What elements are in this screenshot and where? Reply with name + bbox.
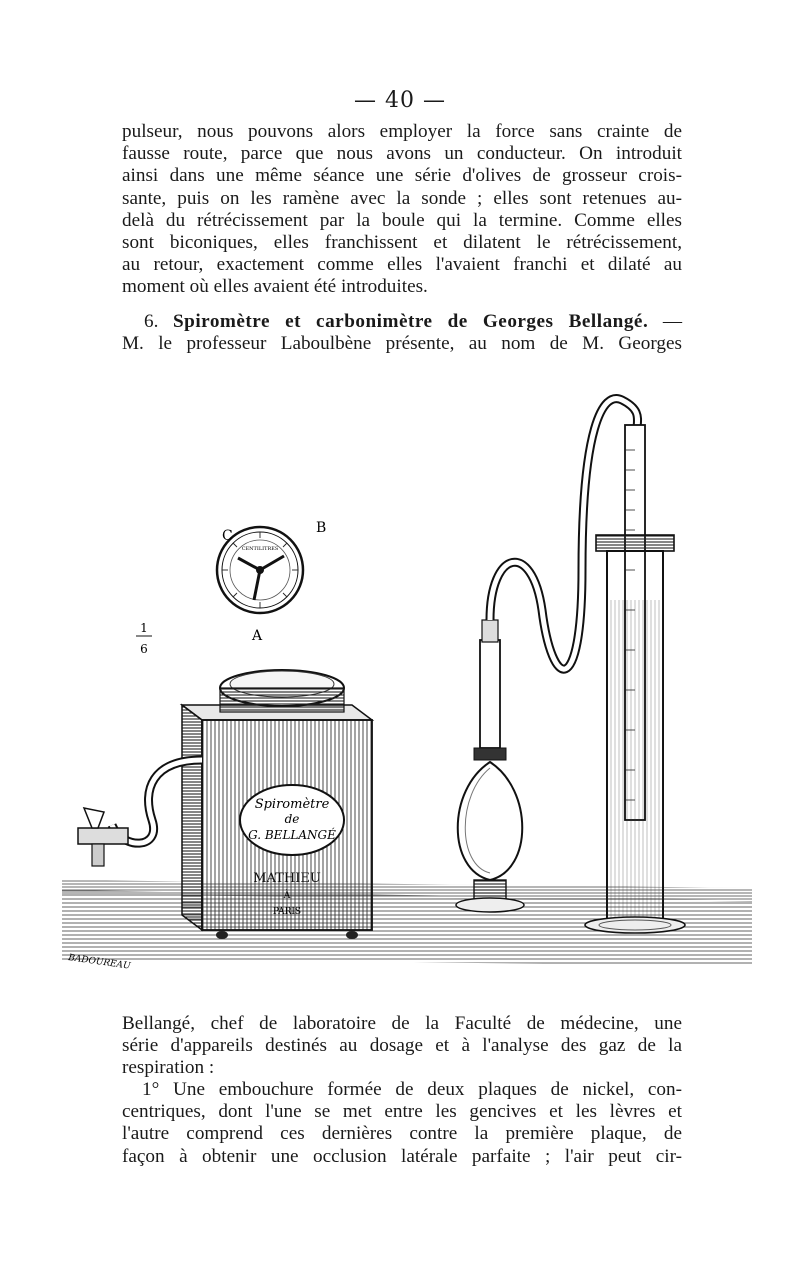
dial-label-c: C: [222, 528, 233, 544]
section-number: 6.: [144, 311, 159, 332]
section-heading-line: [122, 311, 682, 333]
plate-line-3: G. BELLANGÉ: [248, 828, 336, 842]
maker-line-3: PARIS: [272, 907, 302, 917]
paragraph-2: [122, 1013, 682, 1080]
paragraph-1-line: fausse route, parce que nous avons un conducteur. On introduit: [122, 143, 682, 165]
paragraph-1-line: au retour, exactement comme elles l'avaient franchi et dilaté au: [122, 254, 682, 276]
paragraph-1-line: sante, puis on les ramène avec la sonde ; elles sont retenues au-: [122, 187, 682, 209]
paragraph-1-line: moment où elles avaient été introduites.: [122, 276, 428, 298]
paragraph-2-line: série d'appareils destinés au dosage et à l'analyse des gaz de la: [122, 1035, 682, 1057]
scale-denominator: 6: [140, 642, 148, 656]
scale-numerator: 1: [140, 621, 148, 635]
section-heading-line-2: M. le professeur Laboulbène présente, au nom de M. Georges: [122, 333, 682, 355]
glass-flask: [456, 620, 524, 912]
engraver-signature: BADOUREAU: [67, 953, 132, 972]
dial-label-a: A: [252, 628, 263, 644]
paragraph-2-line: Bellangé, chef de laboratoire de la Faculté de médecine, une: [122, 1013, 682, 1034]
paragraph-3-line: façon à obtenir une occlusion latérale parfaite ; l'air peut cir-: [122, 1145, 682, 1167]
paragraph-1: [122, 121, 682, 299]
maker-line-1: MATHIEU: [253, 871, 321, 886]
section-heading: [122, 311, 682, 355]
stopcock: [78, 808, 128, 866]
paragraph-1-line: pulseur, nous pouvons alors employer la force sans crainte de: [122, 121, 682, 142]
paragraph-3-line: l'autre comprend ces dernières contre la première plaque, de: [122, 1123, 682, 1145]
spirometer-engraving: [62, 370, 752, 980]
dial-label-b: B: [316, 520, 327, 536]
paragraph-2-line: respiration :: [122, 1057, 215, 1079]
engraving-svg: [62, 370, 752, 980]
paragraph-1-line: ainsi dans une même séance une série d'olives de grosseur crois-: [122, 165, 682, 187]
paragraph-1-line: sont biconiques, elles franchissent et dilatent le rétrécissement,: [122, 232, 682, 254]
section-title: Spiromètre et carbonimètre de Georges Bellangé.: [172, 311, 649, 332]
paragraph-3-line: 1° Une embouchure formée de deux plaques de nickel, con-: [142, 1079, 682, 1100]
scale-fraction: [136, 621, 152, 656]
dial-unit-text: CENTILITRES: [241, 546, 279, 552]
paragraph-3: [122, 1079, 682, 1168]
maker-line-2: À: [283, 891, 291, 901]
page-number: — 40 —: [354, 88, 446, 113]
paragraph-1-line: delà du rétrécissement par la boule qui la termine. Comme elles: [122, 209, 682, 231]
spirometer-box: [182, 670, 372, 939]
paragraph-3-line: centriques, dont l'une se met entre les gencives et les lèvres et: [122, 1101, 682, 1123]
section-dash: —: [662, 311, 683, 332]
plate-line-2: de: [284, 812, 300, 826]
plate-line-1: Spiromètre: [254, 797, 330, 812]
